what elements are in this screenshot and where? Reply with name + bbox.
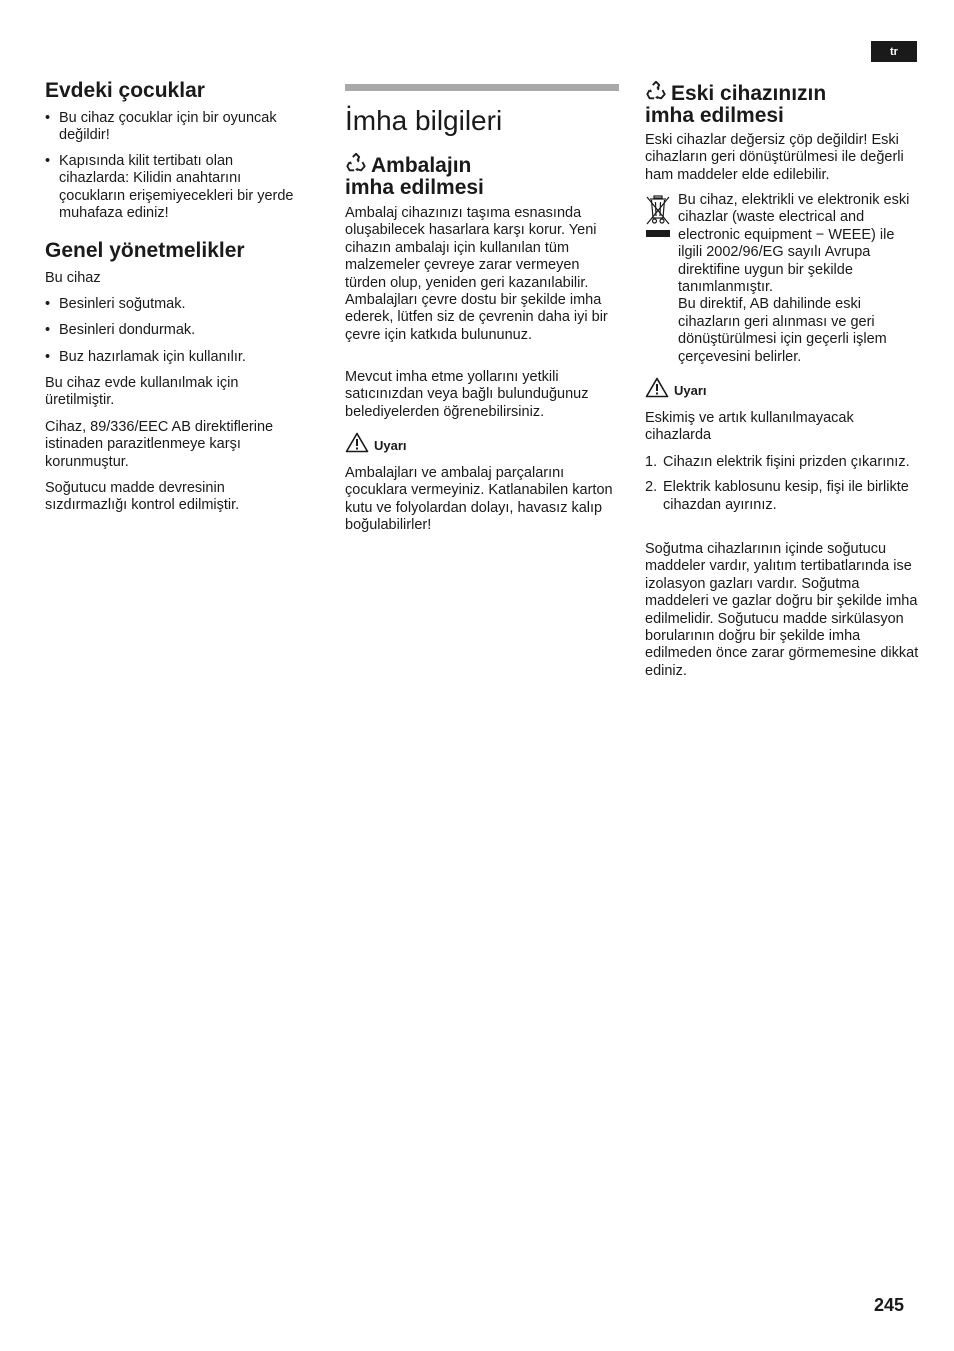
step-text: Elektrik kablosunu kesip, fişi ile birlikte cihazdan ayırınız. [663,479,909,513]
list-item: • Kapısında kilit tertibatı olan cihazlarda: Kilidin anahtarını çocukların erişemiyecekleri bir yerde muhafaza ediniz! [45,153,307,223]
warning-text: Ambalajları ve ambalaj parçalarını çocuklara vermeyiniz. Katlanabilen karton kutu ve folyolardan dolayı, havasız kalıp boğulabilirler! [345,465,613,534]
paragraph: Ambalaj cihazınızı taşıma esnasında oluşabilecek hasarlara karşı korur. Yeni cihazın ambalajı için kullanılan tüm malzemeler çevreye zarar vermeyen türden olup, yeniden geri kazanılabilir. Ambalajları çevre dostu bir şekilde imha ederek, lütfen siz de çevrenin daha iyi bir çevre için katkıda bulununuz. [345,205,608,343]
paragraph: Mevcut imha etme yollarını yetkili satıcınızdan veya bağlı bulunduğunuz belediyelerden öğrenebilirsiniz. [345,369,589,420]
heading-old-line2: imha edilmesi [645,104,784,127]
crossed-bin-icon [645,193,671,239]
warning-label: Uyarı [374,438,407,453]
warning-intro: Eskimiş ve artık kullanılmayacak cihazlarda [645,410,854,444]
weee-text: Bu cihaz, elektrikli ve elektronik eski cihazlar (waste electrical and electronic equipment − WEEE) ile ilgili 2002/96/EG sayılı Avrupa direktifine uygun bir şekilde tanımlanmıştır. [678,192,910,296]
warning-triangle-icon [645,377,669,398]
page-number: 245 [874,1295,905,1315]
heading-children: Evdeki çocuklar [45,79,205,102]
recycle-icon [645,80,667,102]
list-item: • Besinleri dondurmak. [45,322,307,339]
list-item: • Buz hazırlamak için kullanılır. [45,349,307,366]
paragraph: Soğutucu madde devresinin sızdırmazlığı kontrol edilmiştir. [45,480,240,514]
list-item: • Besinleri soğutmak. [45,296,307,313]
list-item: • Bu cihaz çocuklar için bir oyuncak değildir! [45,110,307,145]
heading-general-rules: Genel yönetmelikler [45,239,245,262]
paragraph: Bu cihaz evde kullanılmak için üretilmiştir. [45,375,239,409]
heading-packaging [345,152,619,199]
paragraph: Cihaz, 89/336/EEC AB direktiflerine istinaden parazitlenmeye karşı korunmuştur. [45,419,274,470]
children-list [45,110,307,222]
heading-old-appliance [645,80,921,127]
general-intro: Bu cihaz [45,270,101,286]
weee-text: Bu direktif, AB dahilinde eski cihazların geri alınması ve geri dönüştürülmesi için geçerli işlem çerçevesini belirler. [678,296,887,365]
general-list [45,296,307,366]
page-title: İmha bilgileri [345,105,503,136]
step-number: 2. [645,479,658,496]
weee-block [645,192,921,366]
title-rule [345,84,619,91]
list-item [645,454,921,471]
warning-label: Uyarı [674,383,707,398]
list-item [645,479,921,514]
language-tab: tr [871,41,917,62]
paragraph: Eski cihazlar değersiz çöp değildir! Eski cihazların geri dönüştürülmesi ile değerli ham maddeler elde edilebilir. [645,132,904,183]
recycle-icon [345,152,367,174]
heading-packaging-line2: imha edilmesi [345,176,484,199]
heading-packaging-line1: Ambalajın [371,154,472,177]
heading-old-line1: Eski cihazınızın [671,82,827,105]
step-text: Cihazın elektrik fişini prizden çıkarınız. [663,454,910,470]
step-number: 1. [645,454,658,470]
warning-triangle-icon [345,432,369,453]
warning-header [345,432,407,453]
paragraph: Soğutma cihazlarının içinde soğutucu maddeler vardır, yalıtım tertibatlarında ise izolasyon gazları vardır. Soğutma maddeleri ve gazlar doğru bir şekilde imha edilmelidir. Soğutucu madde sirkülasyon borularının doğru bir şekilde imha edilmeden önce zarar görmemesine dikkat ediniz. [645,541,919,679]
warning-header [645,377,707,398]
disposal-steps [645,454,921,514]
